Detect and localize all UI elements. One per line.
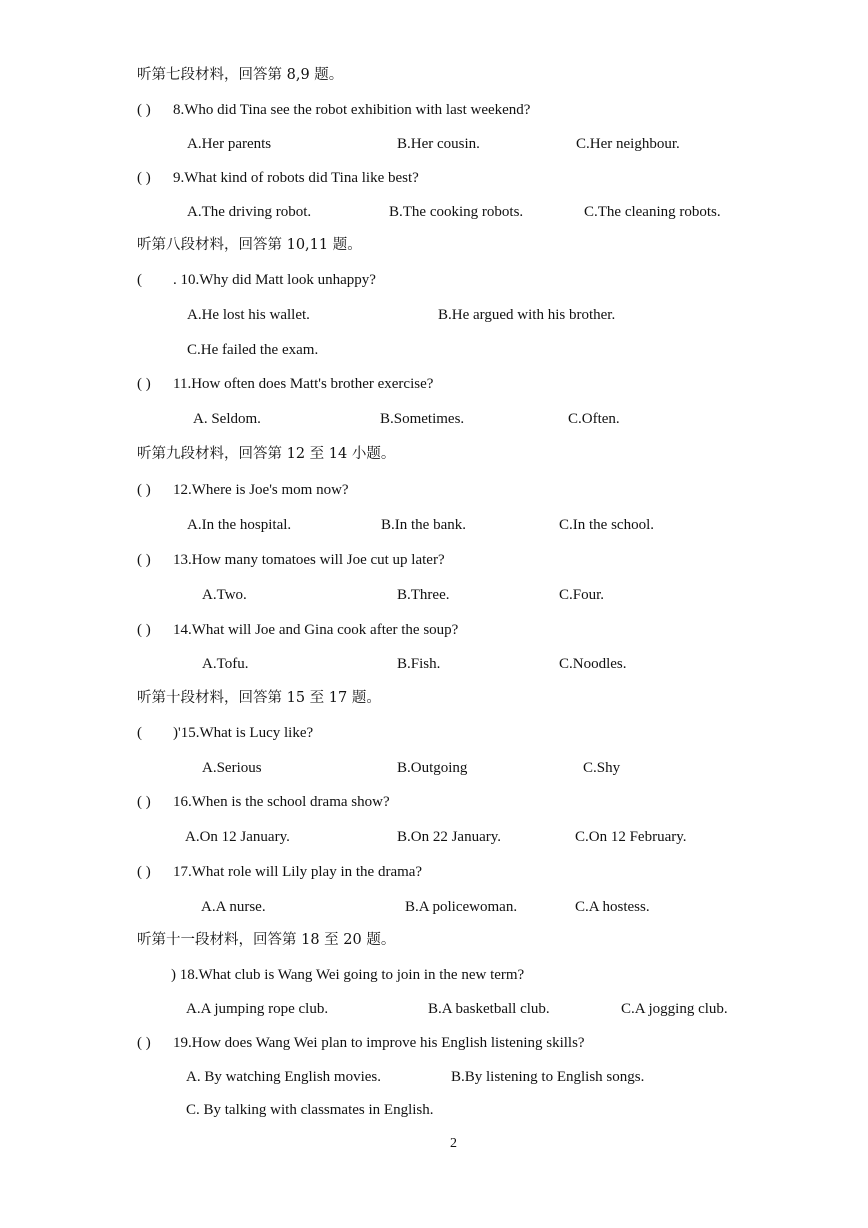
option-a: A.A nurse. — [201, 899, 266, 915]
answer-blank[interactable]: ( ) — [137, 170, 151, 186]
answer-blank[interactable]: ( — [137, 725, 142, 741]
option-a: A.The driving robot. — [187, 204, 312, 220]
section-heading-7: 听第七段材料，回答第 8,9 题。 — [137, 67, 344, 83]
question-text: 17.What role will Lily play in the drama? — [173, 864, 423, 880]
option-c: C.Shy — [583, 760, 621, 776]
option-b: B.He argued with his brother. — [438, 307, 616, 323]
option-c: C.A hostess. — [575, 899, 650, 915]
option-b: B.In the bank. — [381, 517, 466, 533]
section-heading-11: 听第十一段材料，回答第 18 至 20 题。 — [137, 932, 396, 948]
option-c: C.A jogging club. — [621, 1001, 728, 1017]
answer-blank[interactable]: ( — [137, 272, 142, 288]
option-c: C.Often. — [568, 411, 620, 427]
option-c: C.Her neighbour. — [576, 136, 680, 152]
answer-blank[interactable]: ( ) — [137, 552, 151, 568]
option-a: A.On 12 January. — [185, 829, 290, 845]
option-b: B.On 22 January. — [397, 829, 502, 845]
option-a: A.Serious — [202, 760, 262, 776]
option-b: B.A policewoman. — [405, 899, 518, 915]
question-text: )'15.What is Lucy like? — [173, 725, 314, 741]
option-c: C.Four. — [559, 587, 605, 603]
option-a: A.Tofu. — [202, 656, 249, 672]
section-heading-9: 听第九段材料，回答第 12 至 14 小题。 — [137, 446, 396, 462]
option-b: B.Three. — [397, 587, 450, 603]
answer-blank[interactable]: ( ) — [137, 622, 151, 638]
section-heading-8: 听第八段材料，回答第 10,11 题。 — [137, 237, 362, 253]
option-c: C. By talking with classmates in English. — [186, 1102, 434, 1118]
answer-blank[interactable]: ( ) — [137, 376, 151, 392]
option-b: B.Fish. — [397, 656, 441, 672]
option-c: C.Noodles. — [559, 656, 627, 672]
option-c: C.In the school. — [559, 517, 654, 533]
question-text: 12.Where is Joe's mom now? — [173, 482, 349, 498]
answer-blank[interactable]: ( ) — [137, 1035, 151, 1051]
option-b: B.By listening to English songs. — [451, 1069, 645, 1085]
option-a: A.Her parents — [187, 136, 272, 152]
answer-blank[interactable]: ( ) — [137, 864, 151, 880]
question-text: 13.How many tomatoes will Joe cut up later? — [173, 552, 445, 568]
question-text: 8.Who did Tina see the robot exhibition with last weekend? — [173, 102, 531, 118]
question-18 — [171, 966, 524, 984]
option-a: A.Two. — [202, 587, 247, 603]
option-c: C.On 12 February. — [575, 829, 687, 845]
option-c: C.The cleaning robots. — [584, 204, 721, 220]
option-a: A. Seldom. — [193, 411, 261, 427]
option-b: B.Her cousin. — [397, 136, 480, 152]
question-text: 19.How does Wang Wei plan to improve his English listening skills? — [173, 1035, 585, 1051]
answer-blank[interactable]: ( ) — [137, 482, 151, 498]
option-a: A. By watching English movies. — [186, 1069, 381, 1085]
option-b: B.Outgoing — [397, 760, 468, 776]
option-a: A.In the hospital. — [187, 517, 292, 533]
option-b: B.A basketball club. — [428, 1001, 550, 1017]
option-b: B.The cooking robots. — [389, 204, 524, 220]
section-heading-10: 听第十段材料，回答第 15 至 17 题。 — [137, 690, 381, 706]
question-text: ) 18.What club is Wang Wei going to join in the new term? — [171, 967, 525, 983]
question-text: 16.When is the school drama show? — [173, 794, 390, 810]
page-number: 2 — [450, 1136, 457, 1151]
option-a: A.A jumping rope club. — [186, 1001, 329, 1017]
question-text: 14.What will Joe and Gina cook after the soup? — [173, 622, 459, 638]
answer-blank[interactable]: ( ) — [137, 794, 151, 810]
option-c: C.He failed the exam. — [187, 342, 319, 358]
question-text: . 10.Why did Matt look unhappy? — [173, 272, 376, 288]
option-b: B.Sometimes. — [380, 411, 465, 427]
question-text: 9.What kind of robots did Tina like best? — [173, 170, 419, 186]
question-text: 11.How often does Matt's brother exercise? — [173, 376, 434, 392]
answer-blank[interactable]: ( ) — [137, 102, 151, 118]
option-a: A.He lost his wallet. — [187, 307, 310, 323]
